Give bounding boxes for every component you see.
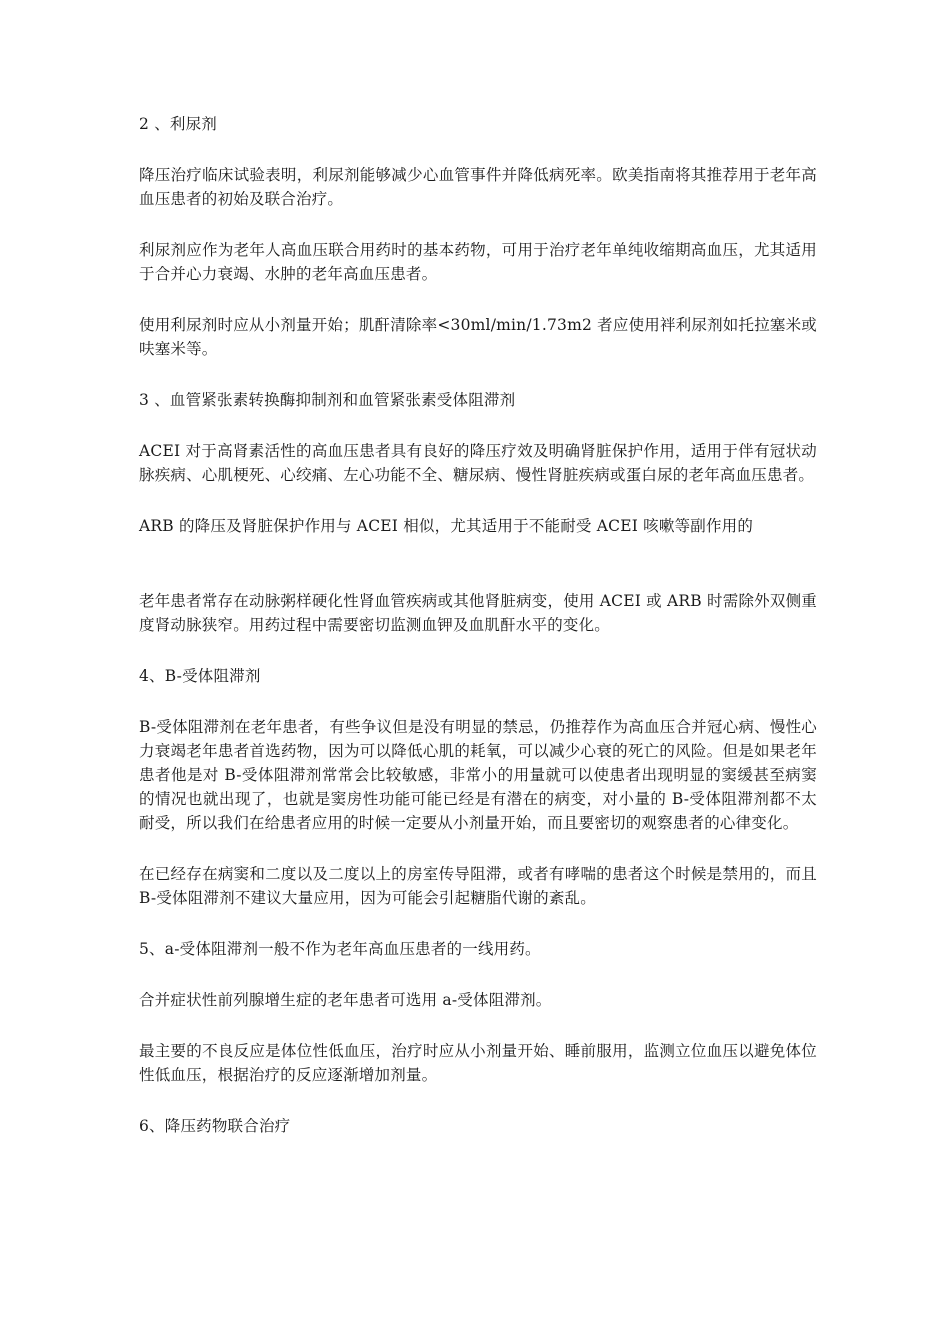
paragraph: 利尿剂应作为老年人高血压联合用药时的基本药物，可用于治疗老年单纯收缩期高血压，尤其适用于合并心力衰竭、水肿的老年高血压患者。 <box>139 241 817 283</box>
section-heading-diuretics: 2 、利尿剂 <box>139 115 217 133</box>
section-heading-beta-blockers: 4、B-受体阻滞剂 <box>139 667 261 685</box>
paragraph: 老年患者常存在动脉粥样硬化性肾血管疾病或其他肾脏病变，使用 ACEI 或 ARB 时需除外双侧重度肾动脉狭窄。用药过程中需要密切监测血钾及血肌酐水平的变化。 <box>139 592 817 634</box>
paragraph: 合并症状性前列腺增生症的老年患者可选用 a-受体阻滞剂。 <box>139 991 552 1009</box>
section-heading-acei-arb: 3 、血管紧张素转换酶抑制剂和血管紧张素受体阻滞剂 <box>139 391 516 409</box>
paragraph: 在已经存在病窦和二度以及二度以上的房室传导阻滞，或者有哮喘的患者这个时候是禁用的，而且 B-受体阻滞剂不建议大量应用，因为可能会引起糖脂代谢的紊乱。 <box>139 865 817 907</box>
paragraph: B-受体阻滞剂在老年患者，有些争议但是没有明显的禁忌，仍推荐作为高血压合并冠心病、慢性心力衰竭老年患者首选药物，因为可以降低心肌的耗氧，可以减少心衰的死亡的风险。但是如果老年患者他是对 B-受体阻滞剂常常会比较敏感，非常小的用量就可以使患者出现明显的窦缓甚至病窦的情况也就出现了，也就是窦房性功能可能已经是有潜在的病变，对小量的 B-受体阻滞剂都不太耐受，所以我们在给患者应用的时候一定要从小剂量开始，而且要密切的观察患者的心律变化。 <box>139 718 817 832</box>
paragraph: 最主要的不良反应是体位性低血压，治疗时应从小剂量开始、睡前服用，监测立位血压以避免体位性低血压，根据治疗的反应逐渐增加剂量。 <box>139 1042 817 1084</box>
paragraph: 降压治疗临床试验表明，利尿剂能够减少心血管事件并降低病死率。欧美指南将其推荐用于老年高血压患者的初始及联合治疗。 <box>139 166 817 208</box>
document-body <box>139 112 817 1165</box>
section-heading-combination-therapy: 6、降压药物联合治疗 <box>139 1117 291 1135</box>
paragraph: ACEI 对于高肾素活性的高血压患者具有良好的降压疗效及明确肾脏保护作用，适用于伴有冠状动脉疾病、心肌梗死、心绞痛、左心功能不全、糖尿病、慢性肾脏疾病或蛋白尿的老年高血压患者。 <box>139 442 817 484</box>
paragraph: 使用利尿剂时应从小剂量开始；肌酐清除率<30ml/min/1.73m2 者应使用袢利尿剂如托拉塞米或呋塞米等。 <box>139 316 817 358</box>
section-heading-alpha-blockers: 5、a-受体阻滞剂一般不作为老年高血压患者的一线用药。 <box>139 940 541 958</box>
paragraph: ARB 的降压及肾脏保护作用与 ACEI 相似，尤其适用于不能耐受 ACEI 咳嗽等副作用的 <box>139 517 754 535</box>
